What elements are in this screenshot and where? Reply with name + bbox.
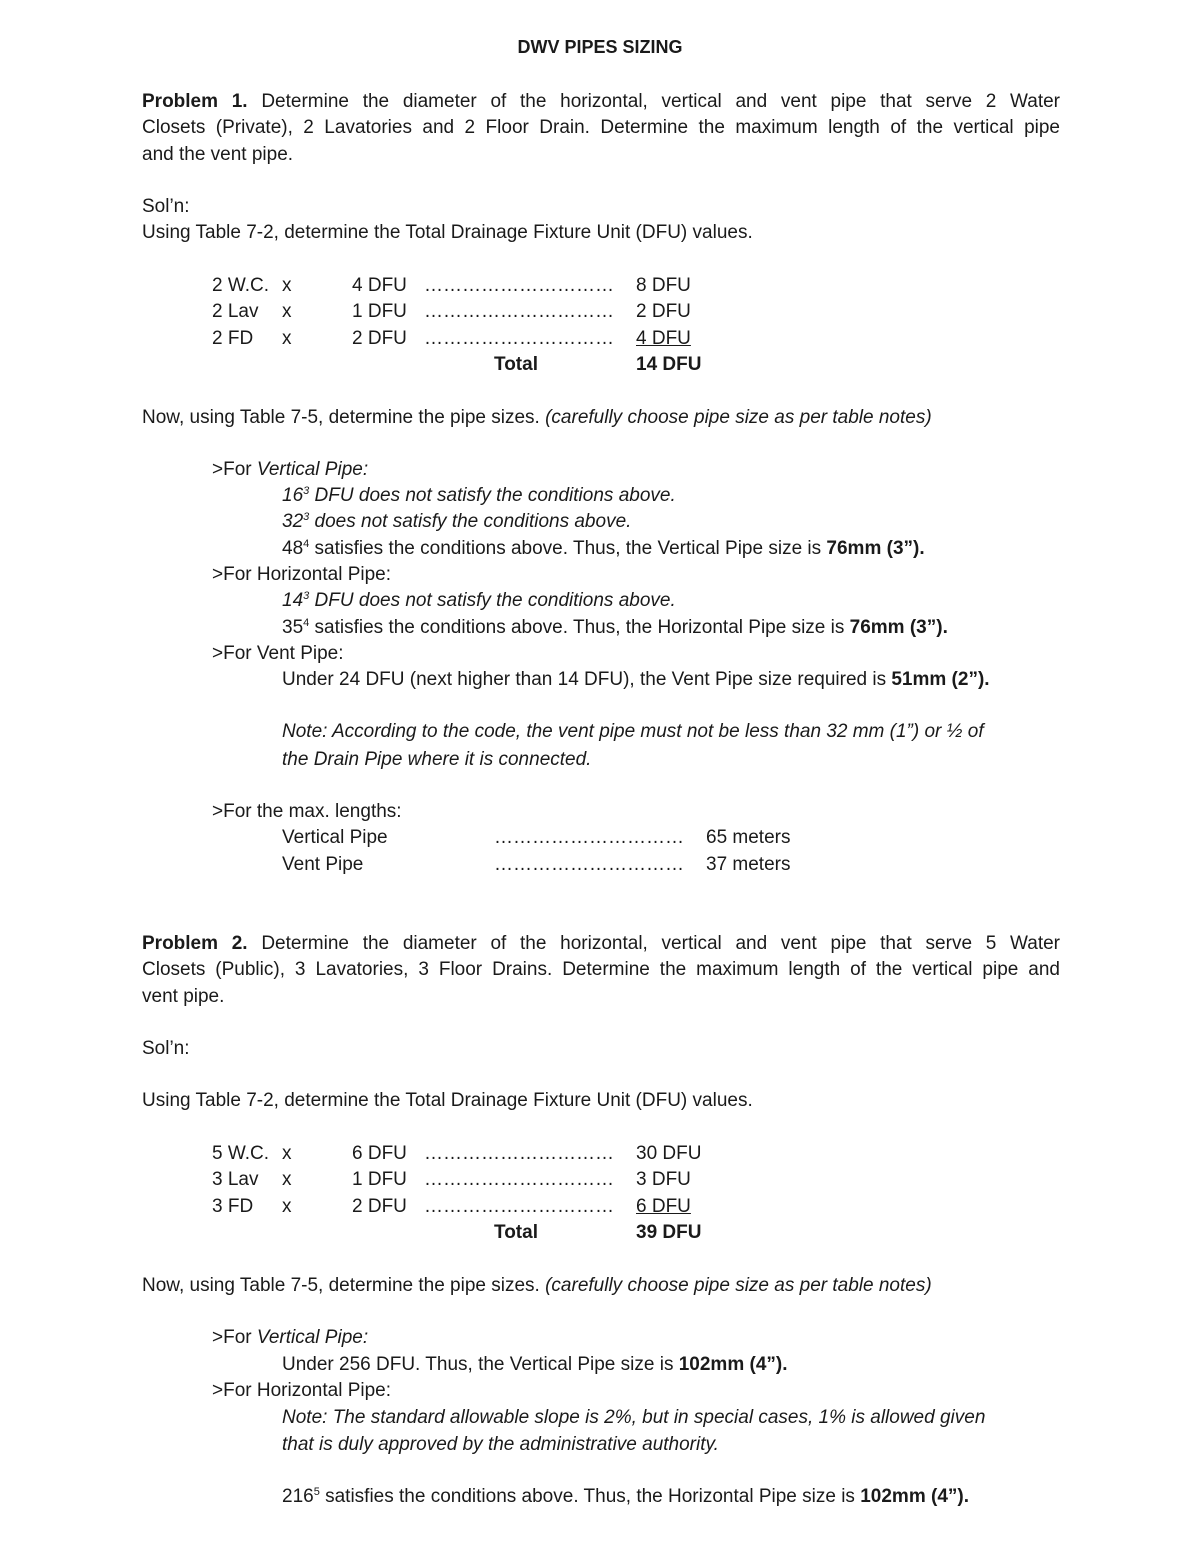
fixture-cell: 5 W.C. [212, 1143, 270, 1164]
multiply-sign: x [282, 1143, 292, 1164]
length-label: Vent Pipe [282, 854, 364, 875]
leader-dots: ………………………… [424, 1169, 614, 1190]
problem-1-table-intro: Using Table 7-2, determine the Total Drainage Fixture Unit (DFU) values. [142, 222, 753, 243]
max-lengths-heading: >For the max. lengths: [212, 801, 402, 822]
horizontal-pipe-heading: >For Horizontal Pipe: [212, 564, 391, 585]
multiply-sign: x [282, 328, 292, 349]
value-cell: 2 DFU [636, 301, 691, 322]
value-cell: 30 DFU [636, 1143, 702, 1164]
length-label: Vertical Pipe [282, 827, 388, 848]
problem-1-statement-line-1: Problem 1. Determine the diameter of the horizontal, vertical and vent pipe that serve 2 Water [142, 91, 1060, 112]
fixture-cell: 2 FD [212, 328, 254, 349]
slope-note-line-1: Note: The standard allowable slope is 2%, but in special cases, 1% is allowed given [282, 1407, 986, 1428]
horizontal-step-1: $14^3$ DFU does not satisfy the conditions above. [282, 590, 676, 611]
page-title: DWV PIPES SIZING [517, 37, 683, 57]
problem-1-label: Problem 1. [142, 91, 248, 112]
problem-2-label: Problem 2. [142, 933, 248, 954]
value-cell: 4 DFU [636, 328, 691, 349]
vertical-step-2: $32^3$ does not satisfy the conditions above. [282, 511, 632, 532]
length-value: 37 meters [706, 854, 791, 875]
leader-dots: ………………………… [424, 275, 614, 296]
unit-cell: 2 DFU [352, 328, 407, 349]
vertical-step-1: $16^3$ DFU does not satisfy the conditions above. [282, 485, 676, 506]
leader-dots: ………………………… [494, 854, 684, 875]
problem-1-statement-line-2: Closets (Private), 2 Lavatories and 2 Floor Drain. Determine the maximum length of the vertical pipe [142, 117, 1060, 138]
vent-pipe-heading: >For Vent Pipe: [212, 643, 344, 664]
vertical-pipe-heading: >For Vertical Pipe: [212, 459, 369, 480]
unit-cell: 1 DFU [352, 1169, 407, 1190]
fixture-cell: 3 Lav [212, 1169, 259, 1190]
multiply-sign: x [282, 275, 292, 296]
unit-cell: 4 DFU [352, 275, 407, 296]
slope-note-line-2: that is duly approved by the administrative authority. [282, 1434, 719, 1455]
vertical-pipe-heading: >For Vertical Pipe: [212, 1327, 369, 1348]
fixture-cell: 3 FD [212, 1196, 254, 1217]
fixture-cell: 2 W.C. [212, 275, 270, 296]
value-cell: 8 DFU [636, 275, 691, 296]
problem-2-statement-line-2: Closets (Public), 3 Lavatories, 3 Floor Drains. Determine the maximum length of the vertical pipe and [142, 959, 1060, 980]
leader-dots: ………………………… [424, 328, 614, 349]
horizontal-step-2: $35^4$ satisfies the conditions above. Thus, the Horizontal Pipe size is 76mm (3”). [282, 617, 948, 638]
total-value: 39 DFU [636, 1222, 702, 1243]
horizontal-step-1: $216^5$ satisfies the conditions above. Thus, the Horizontal Pipe size is 102mm (4”). [282, 1486, 969, 1507]
multiply-sign: x [282, 1169, 292, 1190]
problem-2-table-intro: Using Table 7-2, determine the Total Drainage Fixture Unit (DFU) values. [142, 1090, 753, 1111]
vent-note-line-2: the Drain Pipe where it is connected. [282, 749, 592, 770]
vent-step-1: Under 24 DFU (next higher than 14 DFU), the Vent Pipe size required is 51mm (2”). [282, 669, 990, 690]
total-value: 14 DFU [636, 354, 702, 375]
unit-cell: 6 DFU [352, 1143, 407, 1164]
leader-dots: ………………………… [494, 827, 684, 848]
problem-2-statement-line-3: vent pipe. [142, 986, 225, 1007]
problem-1-statement-line-3: and the vent pipe. [142, 144, 294, 165]
vent-note-line-1: Note: According to the code, the vent pipe must not be less than 32 mm (1”) or ½ of [282, 721, 984, 742]
problem-1-sizes-intro: Now, using Table 7-5, determine the pipe sizes. (carefully choose pipe size as per table notes) [142, 407, 932, 428]
unit-cell: 1 DFU [352, 301, 407, 322]
horizontal-pipe-heading: >For Horizontal Pipe: [212, 1380, 391, 1401]
leader-dots: ………………………… [424, 301, 614, 322]
fixture-cell: 2 Lav [212, 301, 259, 322]
length-value: 65 meters [706, 827, 791, 848]
problem-2-solution-label: Sol’n: [142, 1038, 190, 1059]
vertical-step-3: $48^4$ satisfies the conditions above. Thus, the Vertical Pipe size is 76mm (3”). [282, 538, 925, 559]
value-cell: 3 DFU [636, 1169, 691, 1190]
value-cell: 6 DFU [636, 1196, 691, 1217]
multiply-sign: x [282, 1196, 292, 1217]
vertical-step-1: Under 256 DFU. Thus, the Vertical Pipe size is 102mm (4”). [282, 1354, 788, 1375]
leader-dots: ………………………… [424, 1196, 614, 1217]
multiply-sign: x [282, 301, 292, 322]
problem-1-solution-label: Sol’n: [142, 196, 190, 217]
total-label: Total [494, 354, 538, 375]
unit-cell: 2 DFU [352, 1196, 407, 1217]
problem-2-statement-line-1: Problem 2. Determine the diameter of the horizontal, vertical and vent pipe that serve 5 Water [142, 933, 1060, 954]
problem-2-sizes-intro: Now, using Table 7-5, determine the pipe sizes. (carefully choose pipe size as per table notes) [142, 1275, 932, 1296]
total-label: Total [494, 1222, 538, 1243]
leader-dots: ………………………… [424, 1143, 614, 1164]
